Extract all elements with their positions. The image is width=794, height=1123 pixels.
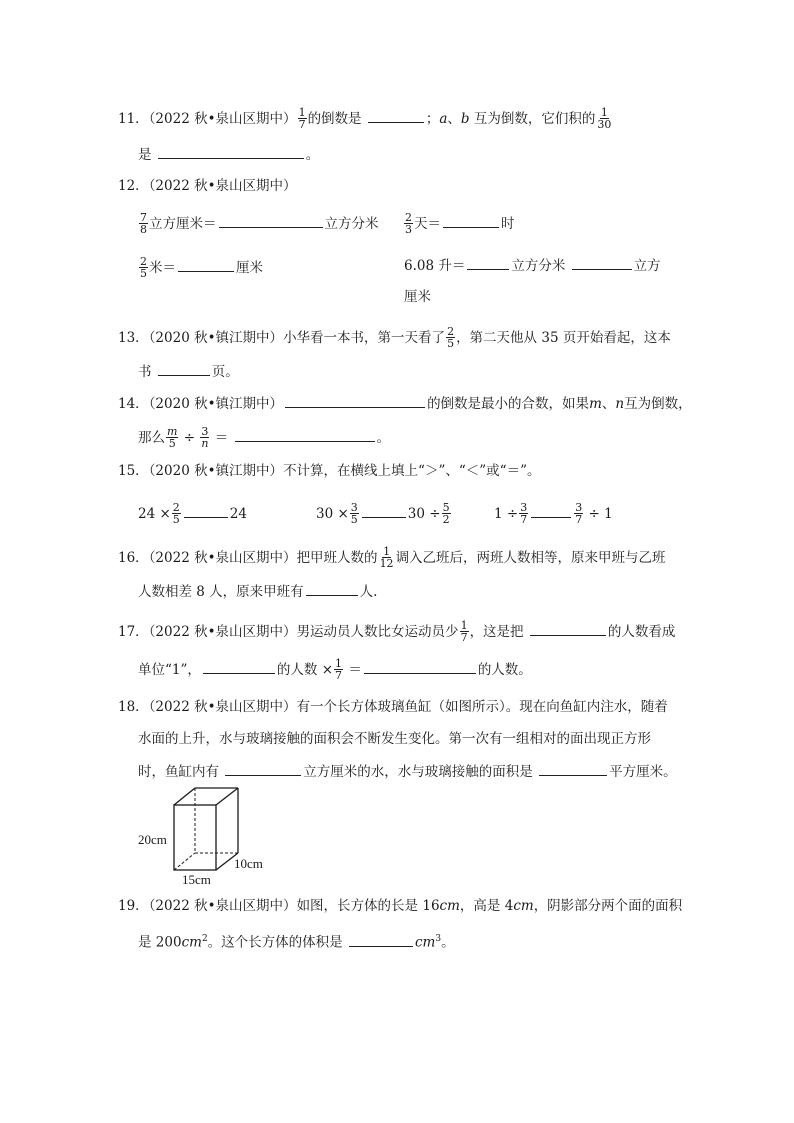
answer-blank[interactable]	[158, 144, 304, 159]
question-13-line-1: 13．（2020 秋•镇江期中）小华看一本书，第一天看了 $\frac{2}{5}$ ，第二天他从 35 页开始看起，这本	[118, 325, 671, 350]
question-source: （2020 秋•镇江期中）	[148, 463, 284, 479]
answer-blank[interactable]	[349, 932, 413, 947]
question-15-expr-3: 1 ÷ $\frac{3}{7}$ $\frac{3}{7}$ ÷ 1	[494, 501, 613, 526]
question-18-line-2: 水面的上升，水与玻璃接触的面积会不断发生变化。第一次有一组相对的面出现正方形	[138, 731, 651, 747]
question-number: 18．	[118, 699, 149, 715]
question-11-line-1: 11．（2022 秋•泉山区期中） $\frac{1}{7}$ 的倒数是 ；a、b 互为倒数，它们积的 $\frac{1}{30}$	[118, 106, 612, 131]
width-label: 10cm	[234, 856, 263, 871]
question-12-item-b: $\frac{2}{3}$ 天＝ 时	[405, 211, 515, 236]
question-14-line-1: 14．（2020 秋•镇江期中） 的倒数是最小的合数，如果m、n互为倒数，	[118, 393, 692, 414]
question-17-line-1: 17．（2022 秋•泉山区期中）男运动员人数比女运动员少 $\frac{1}{7}$ ，这是把 的人数看成	[118, 619, 676, 644]
tank-edge	[174, 788, 195, 805]
answer-blank[interactable]	[572, 255, 632, 270]
answer-blank[interactable]	[235, 427, 375, 442]
question-number: 12．	[118, 178, 149, 194]
question-source: （2022 秋•泉山区期中）	[148, 699, 297, 715]
question-14-line-2: 那么 $\frac{m}{5}$ ÷ $\frac{3}{n}$ ＝ 。	[138, 425, 391, 450]
question-source: （2020 秋•镇江期中）	[148, 330, 284, 346]
fraction: $\frac{1}{7}$	[298, 106, 306, 131]
answer-blank[interactable]	[467, 255, 509, 270]
question-15-expr-2: 30 × $\frac{3}{5}$ 30 ÷ $\frac{5}{2}$	[316, 501, 450, 526]
tank-edge	[216, 788, 238, 805]
question-number: 13．	[118, 330, 149, 346]
question-number: 16．	[118, 550, 149, 566]
question-source: （2020 秋•镇江期中）	[148, 396, 284, 412]
question-19-line-1: 19．（2022 秋•泉山区期中）如图，长方体的长是 16cm，高是 4cm，阴影部分两个面的面积	[118, 898, 683, 914]
answer-blank[interactable]	[362, 503, 406, 518]
question-13-line-2: 书 页。	[138, 361, 239, 382]
question-12-item-d-cont: 厘米	[404, 289, 431, 305]
answer-blank[interactable]	[530, 621, 606, 636]
question-12-item-a: $\frac{7}{8}$ 立方厘米＝ 立方分米	[140, 211, 379, 236]
answer-blank[interactable]	[531, 503, 571, 518]
question-12-item-c: $\frac{2}{5}$ 米＝ 厘米	[140, 255, 263, 280]
question-source: （2022 秋•泉山区期中）	[148, 624, 297, 640]
question-11-line-2: 是 。	[138, 144, 319, 165]
fish-tank-figure	[130, 784, 290, 890]
question-16-line-2: 人数相差 8 人，原来甲班有 人.	[138, 581, 377, 602]
question-source: （2022 秋•泉山区期中）	[148, 178, 297, 194]
answer-blank[interactable]	[285, 393, 425, 408]
question-number: 15．	[118, 463, 149, 479]
answer-blank[interactable]	[219, 213, 323, 228]
answer-blank[interactable]	[539, 761, 607, 776]
answer-blank[interactable]	[158, 361, 210, 376]
answer-blank[interactable]	[184, 503, 228, 518]
question-18-line-1: 18．（2022 秋•泉山区期中）有一个长方体玻璃鱼缸（如图所示）。现在向鱼缸内注水，随着	[118, 699, 668, 715]
question-number: 17．	[118, 624, 149, 640]
answer-blank[interactable]	[225, 761, 301, 776]
height-label: 20cm	[138, 832, 167, 847]
answer-blank[interactable]	[364, 659, 476, 674]
answer-blank[interactable]	[306, 581, 358, 596]
question-17-line-2: 单位“1”， 的人数 × $\frac{1}{7}$ ＝ 的人数。	[138, 657, 532, 682]
question-18-line-3: 时，鱼缸内有 立方厘米的水，水与玻璃接触的面积是 平方厘米。	[138, 761, 677, 782]
question-16-line-1: 16．（2022 秋•泉山区期中）把甲班人数的 $\frac{1}{12}$ 调入乙班后，两班人数相等，原来甲班与乙班	[118, 545, 666, 570]
fraction: $\frac{1}{30}$	[597, 106, 612, 131]
answer-blank[interactable]	[368, 108, 424, 123]
question-15-line-1: 15．（2020 秋•镇江期中）不计算，在横线上填上“＞”、“＜”或“＝”。	[118, 463, 541, 479]
tank-hidden-edge	[174, 853, 195, 870]
answer-blank[interactable]	[443, 213, 499, 228]
question-number: 14．	[118, 396, 149, 412]
question-12-header	[118, 176, 297, 196]
question-number: 11．	[118, 111, 149, 127]
question-source: （2022 秋•泉山区期中）	[148, 898, 297, 914]
question-source: （2022 秋•泉山区期中）	[148, 550, 297, 566]
question-19-line-2: 是 $200cm^2$。这个长方体的体积是 $cm^3$。	[138, 929, 455, 953]
answer-blank[interactable]	[203, 659, 275, 674]
length-label: 15cm	[182, 872, 211, 887]
answer-blank[interactable]	[178, 257, 234, 272]
question-12-item-d: 6.08 升＝ 立方分米 立方	[404, 255, 661, 276]
question-15-expr-1: 24 × $\frac{2}{5}$ 24	[138, 501, 247, 526]
question-source: （2022 秋•泉山区期中）	[148, 111, 297, 127]
question-number: 19．	[118, 898, 149, 914]
